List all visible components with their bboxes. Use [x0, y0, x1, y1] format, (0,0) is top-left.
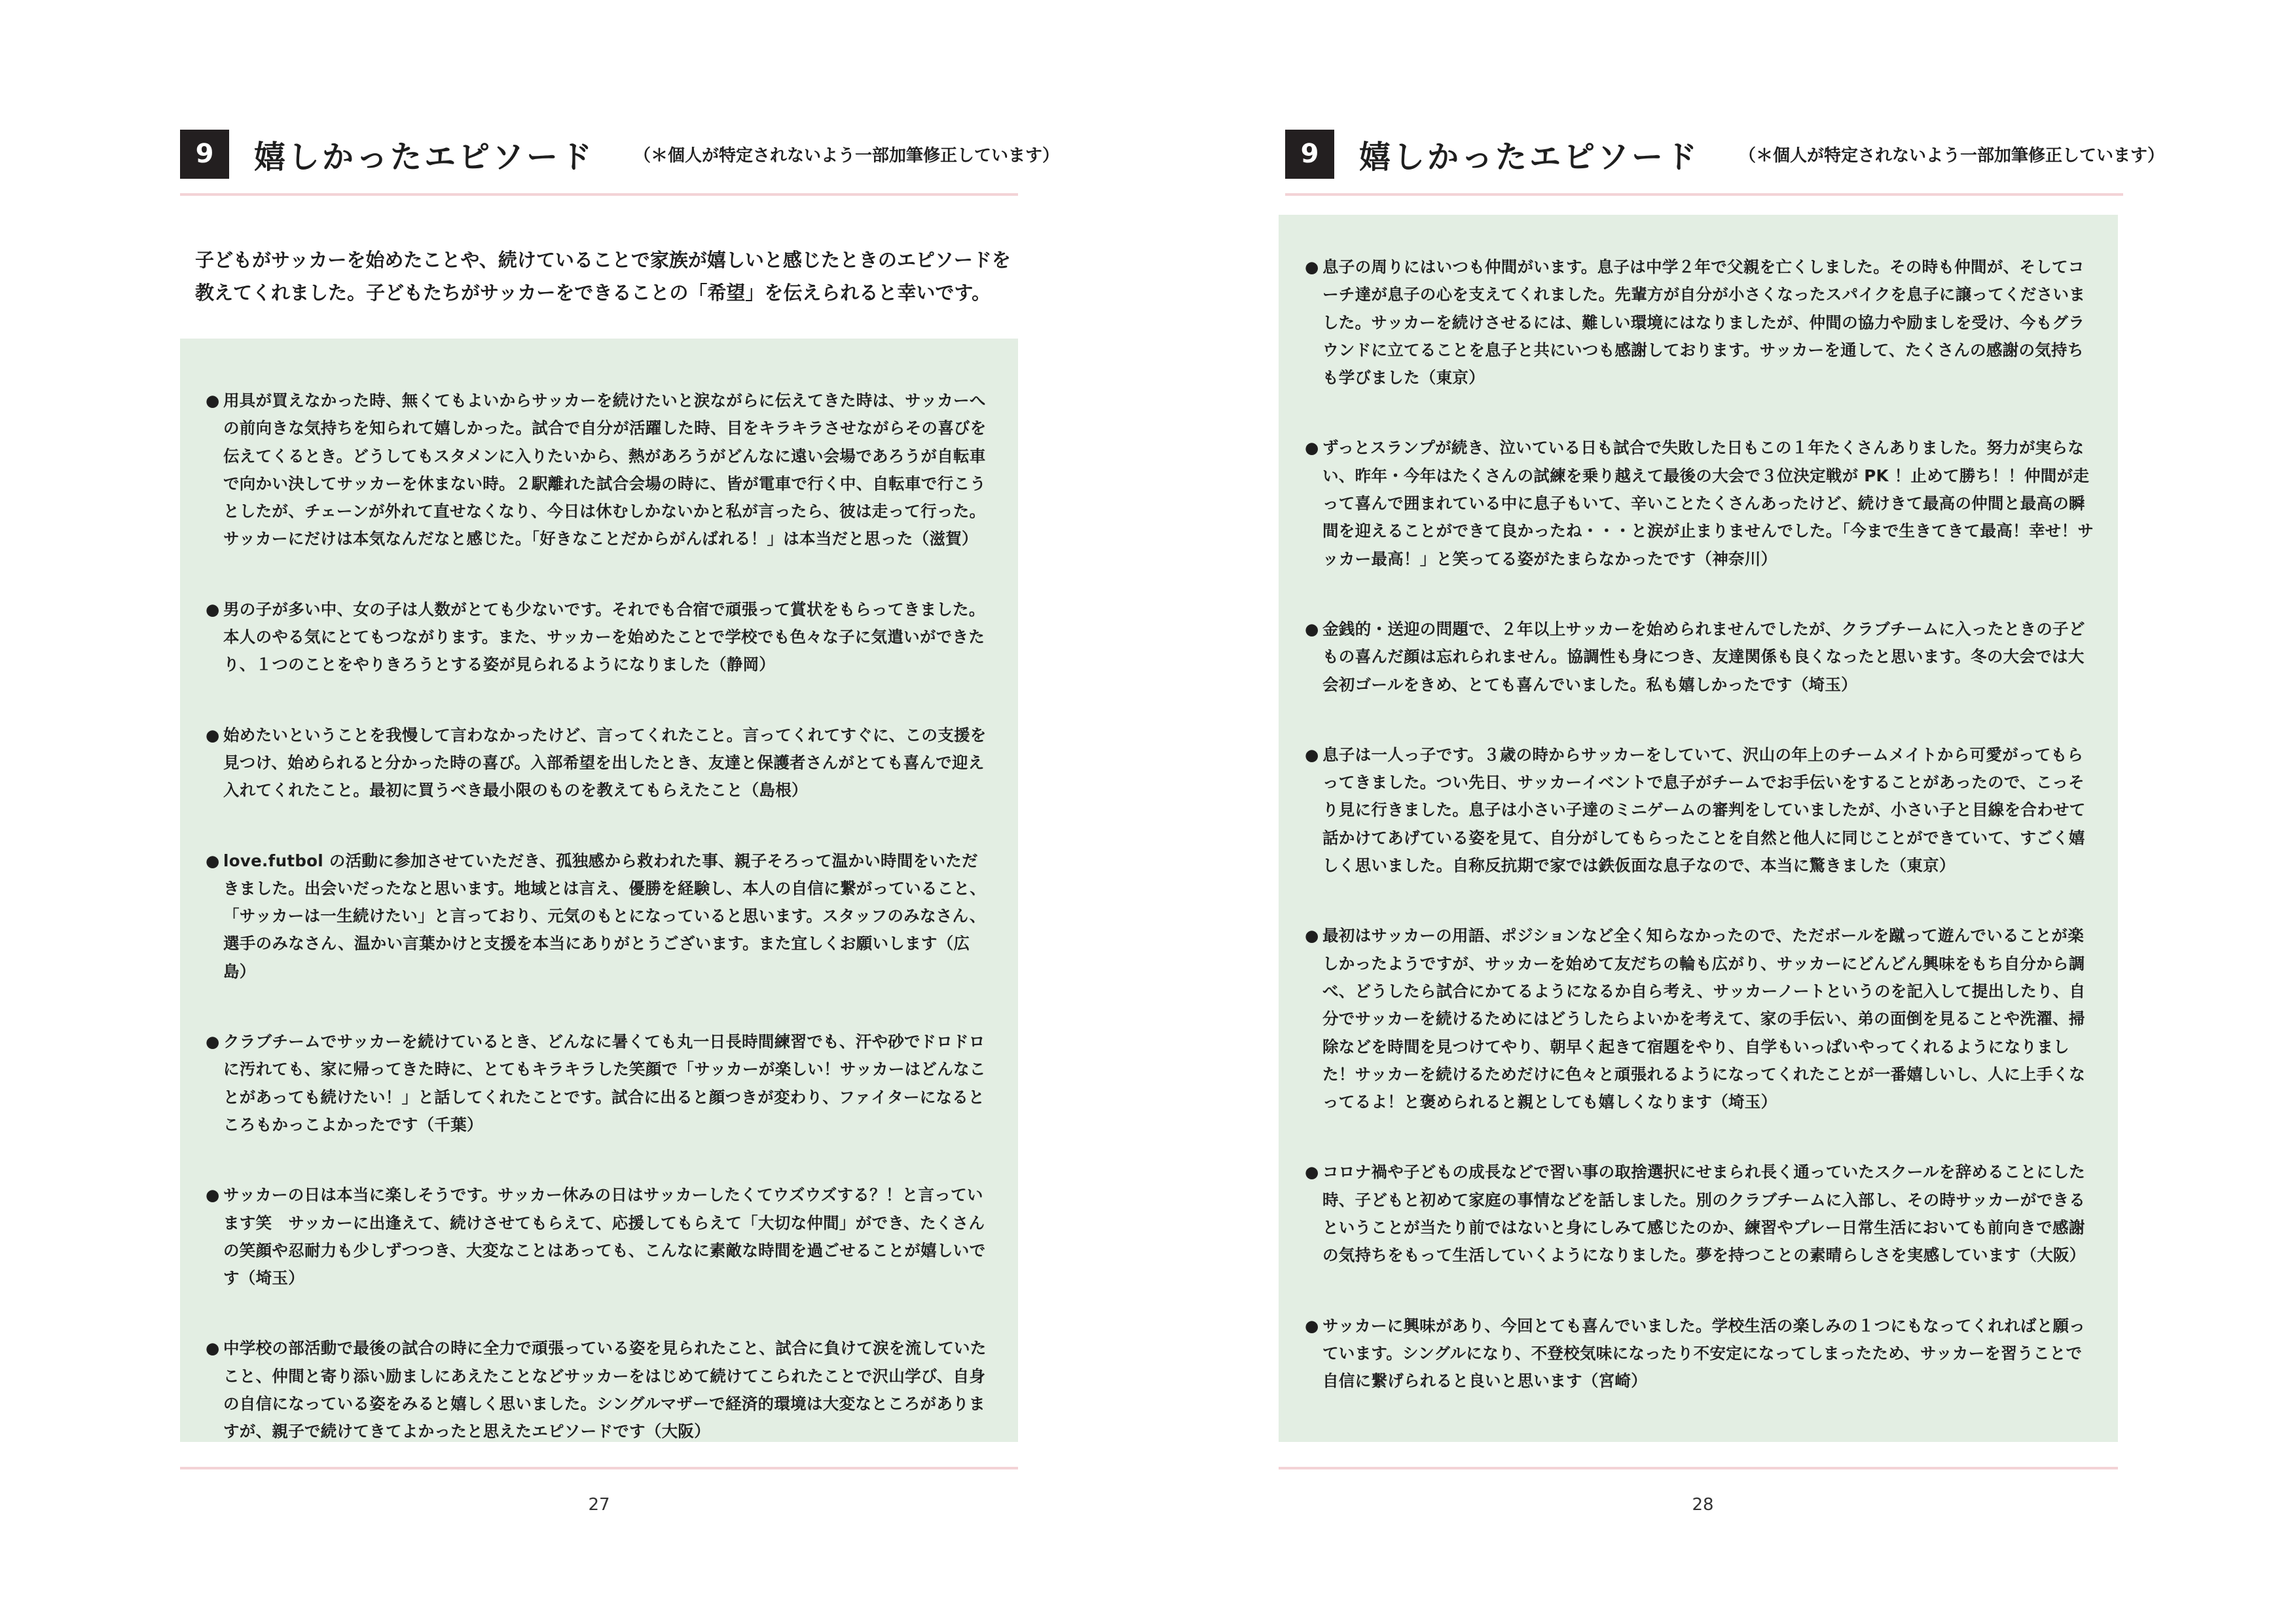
section-number-box: 9: [1285, 130, 1334, 179]
section-note: （＊個人が特定されないよう一部加筆修正しています）: [1739, 145, 2165, 166]
bullet-icon: ●: [1305, 257, 1319, 276]
episode-text: サッカーに興味があり、今回とても喜んでいました。学校生活の楽しみの１つにもなってくれればと願っています。シングルになり、不登校気味になったり不安定になってしまったため、サッカーを習うことで自信に繋げられると良いと思います（宮崎）: [1322, 1316, 2086, 1391]
episode-text: ずっとスランプが続き、泣いている日も試合で失敗した日もこの１年たくさんありました。努力が実らない、昨年・今年はたくさんの試練を乗り越えて最後の大会で３位決定戦が PK ！止めて勝ち！！仲間が走って喜んで囲まれている中に息子もいて、辛いことたくさんあったけど、続けきて最高の仲間と最高の瞬間を迎えることができて良かったね・・・と涙が止まりませんでした。「今まで生きてきて最高！幸せ！サッカー最高！」と笑ってる姿がたまらなかったです（神奈川）: [1322, 438, 2094, 568]
bullet-icon: ●: [206, 851, 220, 870]
list-item: [206, 387, 993, 553]
header-divider: [180, 193, 1018, 196]
list-item: [206, 722, 993, 805]
bullet-icon: ●: [206, 1032, 220, 1052]
episode-text: 始めたいということを我慢して言わなかったけど、言ってくれたこと。言ってくれてすぐに、この支援を見つけ、始められると分かった時の喜び。入部希望を出したとき、友達と保護者さんがとても喜んで迎え入れてくれたこと。最初に買うべき最小限のものを教えてもらえたこと（島根）: [223, 725, 987, 800]
episode-text: 男の子が多い中、女の子は人数がとても少ないです。それでも合宿で頑張って賞状をもらってきました。本人のやる気にとてもつながります。また、サッカーを始めたことで学校でも色々な子に気遣いができたり、１つのことをやりきろうとする姿が見られるようになりました（静岡）: [223, 599, 985, 674]
list-item: [1305, 616, 2097, 699]
episode-text: 用具が買えなかった時、無くてもよいからサッカーを続けたいと涙ながらに伝えてきた時は、サッカーへの前向きな気持ちを知られて嬉しかった。試合で自分が活躍した時、目をキラキラさせながらその喜びを伝えてくるとき。どうしてもスタメンに入りたいから、熱があろうがどんなに遠い会場であろうが自転車で向かい決してサッカーを休まない時。２駅離れた試合会場の時に、皆が電車で行く中、自転車で行こうとしたが、チェーンが外れて直せなくなり、今日は休むしかないかと私が言ったら、彼は走って行った。サッカーにだけは本気なんだなと感じた。「好きなことだからがんばれる！」は本当だと思った（滋賀）: [223, 391, 987, 549]
list-item: [206, 1028, 993, 1139]
header-divider: [1285, 193, 2123, 196]
bullet-icon: ●: [1305, 1316, 1319, 1335]
section-header: [1285, 128, 2164, 180]
list-item: [206, 1335, 993, 1445]
episode-list: [206, 387, 993, 1488]
episode-text: 中学校の部活動で最後の試合の時に全力で頑張っている姿を見られたこと、試合に負けて涙を流していたこと、仲間と寄り添い励ましにあえたことなどサッカーをはじめて続けてこられたことで沢山学び、自身の自信になっている姿をみると嬉しく思いました。シングルマザーで経済的環境は大変なところがありますが、親子で続けてきてよかったと思えたエピソードです（大阪）: [223, 1338, 987, 1441]
page-number: 27: [588, 1495, 610, 1515]
list-item: [1305, 922, 2097, 1116]
bullet-icon: ●: [206, 1338, 220, 1358]
bullet-icon: ●: [206, 725, 220, 745]
episode-text: 息子の周りにはいつも仲間がいます。息子は中学２年で父親を亡くしました。その時も仲間が、そしてコーチ達が息子の心を支えてくれました。先輩方が自分が小さくなったスパイクを息子に譲ってくださいました。サッカーを続けさせるには、難しい環境にはなりましたが、仲間の協力や励ましを受け、今もグラウンドに立てることを息子と共にいつも感謝しております。サッカーを通して、たくさんの感謝の気持ちも学びました（東京）: [1322, 257, 2086, 388]
episode-text: コロナ禍や子どもの成長などで習い事の取捨選択にせまられ長く通っていたスクールを辞めることにした時、子どもと初めて家庭の事情などを話しました。別のクラブチームに入部し、その時サッカーができるということが当たり前ではないと身にしみて感じたのか、練習やプレー日常生活においても前向きで感謝の気持ちをもって生活していくようになりました。夢を持つことの素晴らしさを実感しています（大阪）: [1322, 1162, 2086, 1265]
section-title: 嬉しかったエピソード: [1359, 138, 1700, 175]
bullet-icon: ●: [206, 599, 220, 619]
episode-text: love.futbol の活動に参加させていただき、孤独感から救われた事、親子そろって温かい時間をいただきました。出会いだったなと思います。地域とは言え、優勝を経験し、本人の自信に繋がっていること、「サッカーは一生続けたい」と言っており、元気のもとになっていると思います。スタッフのみなさん、選手のみなさん、温かい言葉かけと支援を本当にありがとうございます。また宜しくお願いします（広島）: [223, 851, 987, 981]
section-note: （＊個人が特定されないよう一部加筆修正しています）: [634, 145, 1060, 166]
section-header: [180, 128, 1059, 180]
bullet-icon: ●: [206, 391, 220, 410]
list-item: [1305, 1312, 2097, 1395]
footer-divider: [180, 1467, 1018, 1469]
list-item: [1305, 1158, 2097, 1269]
footer-divider: [1279, 1467, 2118, 1469]
bullet-icon: ●: [1305, 619, 1319, 638]
intro-text: 子どもがサッカーを始めたことや、続けていることで家族が嬉しいと感じたときのエピソードを教えてくれました。子どもたちがサッカーをできることの「希望」を伝えられると幸いです。: [195, 249, 1011, 304]
right-page: [1148, 0, 2295, 1624]
list-item: [1305, 253, 2097, 392]
section-title: 嬉しかったエピソード: [254, 138, 595, 175]
section-number-box: 9: [180, 130, 229, 179]
episode-text: 金銭的・送迎の問題で、２年以上サッカーを始められませんでしたが、クラブチームに入ったときの子どもの喜んだ顔は忘れられません。協調性も身につき、友達関係も良くなったと思います。冬の大会では大会初ゴールをきめ、とても喜んでいました。私も嬉しかったです（埼玉）: [1322, 619, 2085, 694]
list-item: [1305, 434, 2097, 572]
bullet-icon: ●: [1305, 745, 1319, 764]
bullet-icon: ●: [1305, 438, 1319, 458]
list-item: [206, 847, 993, 986]
episode-text: サッカーの日は本当に楽しそうです。サッカー休みの日はサッカーしたくてウズウズする？！と言っています笑 サッカーに出逢えて、続けさせてもらえて、応援してもらえて「大切な仲間」ができ、たくさんの笑顔や忍耐力も少しずつつき、大変なことはあっても、こんなに素敵な時間を過ごせることが嬉しいです（埼玉）: [223, 1185, 986, 1288]
episode-list: [1305, 253, 2097, 1438]
page-number: 28: [1692, 1495, 1714, 1515]
bullet-icon: ●: [1305, 1162, 1319, 1182]
bullet-icon: ●: [206, 1185, 220, 1205]
list-item: [1305, 741, 2097, 879]
episode-text: 最初はサッカーの用語、ポジションなど全く知らなかったので、ただボールを蹴って遊んでいることが楽しかったようですが、サッカーを始めて友だちの輪も広がり、サッカーにどんどん興味をもち自分から調べ、どうしたら試合にかてるようになるか自ら考え、サッカーノートというのを記入して提出したり、自分でサッカーを続けるためにはどうしたらよいかを考えて、家の手伝い、弟の面倒を見ることや洗濯、掃除などを時間を見つけてやり、朝早く起きて宿題をやり、自学もいっぱいやってくれるようになりました！サッカーを続けるためだけに色々と頑張れるようになってくれたことが一番嬉しいし、人に上手くなってるよ！と褒められると親としても嬉しくなります（埼玉）: [1322, 926, 2086, 1112]
list-item: [206, 1181, 993, 1292]
bullet-icon: ●: [1305, 926, 1319, 946]
episode-text: クラブチームでサッカーを続けているとき、どんなに暑くても丸一日長時間練習でも、汗や砂でドロドロに汚れても、家に帰ってきた時に、とてもキラキラした笑顔で「サッカーが楽しい！サッカーはどんなことがあっても続けたい！」と話してくれたことです。試合に出ると顔つきが変わり、ファイターになるところもかっこよかったです（千葉）: [223, 1032, 986, 1134]
list-item: [206, 596, 993, 679]
episode-text: 息子は一人っ子です。３歳の時からサッカーをしていて、沢山の年上のチームメイトから可愛がってもらってきました。つい先日、サッカーイベントで息子がチームでお手伝いをすることがあったので、こっそり見に行きました。息子は小さい子達のミニゲームの審判をしていましたが、小さい子と目線を合わせて話かけてあげている姿を見て、自分がしてもらったことを自然と他人に同じことができていて、すごく嬉しく思いました。自称反抗期で家では鉄仮面な息子なので、本当に驚きました（東京）: [1322, 745, 2086, 876]
